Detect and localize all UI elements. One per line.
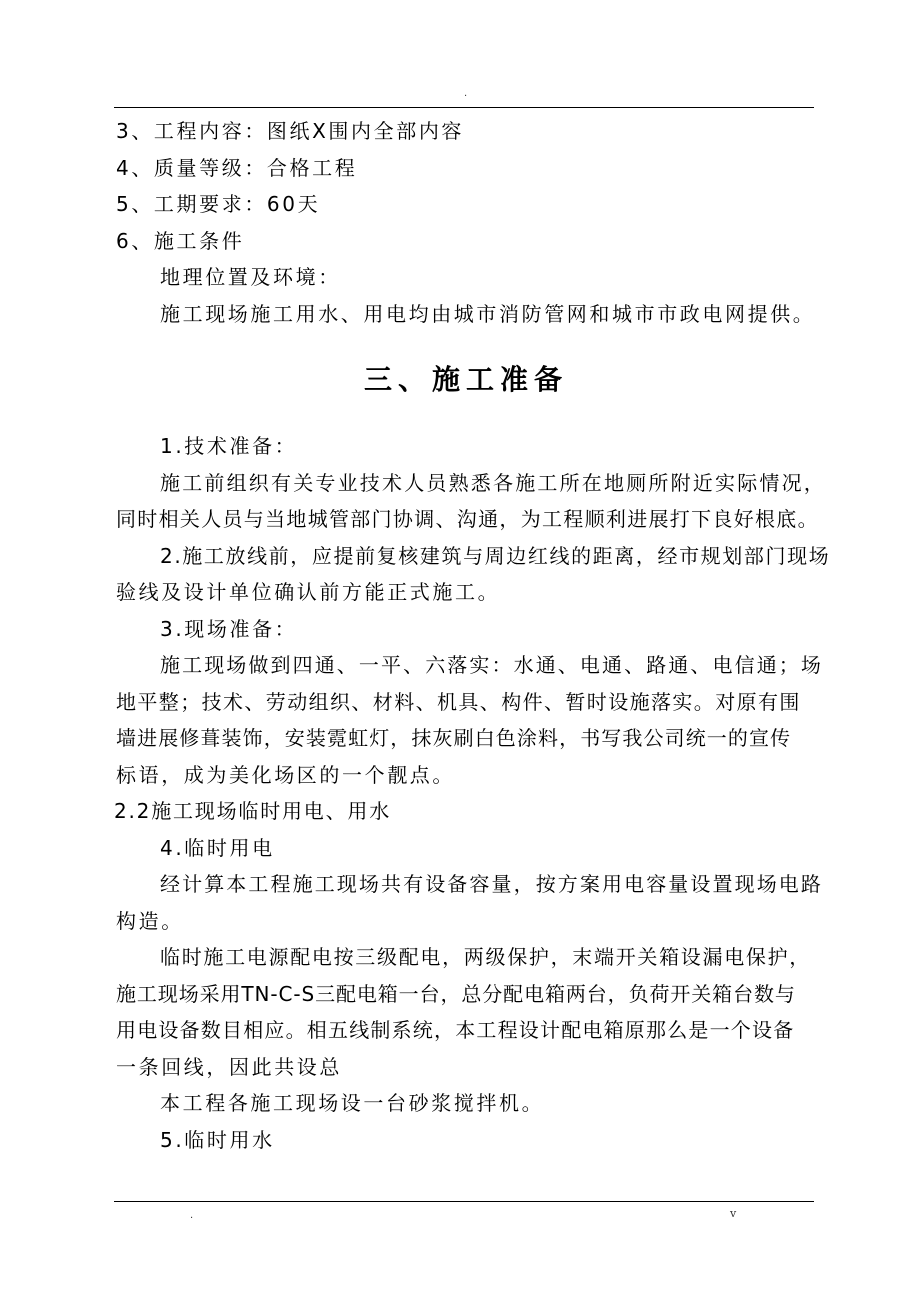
footer-rule: [114, 1201, 814, 1202]
paragraph-line: 构造。: [116, 908, 184, 933]
location-heading: 地理位置及环境：: [160, 265, 341, 289]
paragraph-line: 地平整；技术、劳动组织、材料、机具、构件、暂时设施落实。对原有围: [116, 689, 801, 714]
footer-dot: .: [190, 1210, 194, 1221]
paragraph-water-power: 施工现场施工用水、用电均由城市消防管网和城市市政电网提供。: [160, 301, 816, 326]
item-quality-level: 4、质量等级：合格工程: [116, 155, 358, 180]
paragraph-line: 验线及设计单位确认前方能正式施工。: [116, 580, 501, 604]
paragraph-line: 一条回线，因此共设总: [116, 1054, 342, 1079]
paragraph-line: 经计算本工程施工现场共有设备容量，按方案用电容量设置现场电路: [160, 872, 823, 896]
subsection-heading: 2.2施工现场临时用电、用水: [114, 799, 392, 823]
header-rule: [114, 107, 814, 108]
document-body: [114, 113, 831, 1158]
item-schedule: 5、工期要求：60天: [116, 192, 321, 216]
item-construction-conditions: 6、施工条件: [116, 228, 245, 253]
paragraph-line: 2.施工放线前，应提前复核建筑与周边红线的距离，经市规划部门现场: [160, 543, 831, 568]
paragraph-line: 施工现场采用TN-C-S三配电箱一台，总分配电箱两台，负荷开关箱台数与: [116, 981, 796, 1006]
site-prep-heading: 3.现场准备：: [160, 616, 298, 641]
paragraph-line: 墙进展修葺装饰，安装霓虹灯，抹灰刷白色涂料，书写我公司统一的宣传: [116, 726, 792, 750]
footer-page-mark: v: [730, 1207, 737, 1220]
paragraph-line: 施工前组织有关专业技术人员熟悉各施工所在地厕所附近实际情况，: [160, 470, 826, 495]
section-title: 三、施工准备: [363, 363, 568, 396]
paragraph-line: 标语，成为美化场区的一个靓点。: [116, 762, 455, 787]
paragraph-line: 临时施工电源配电按三级配电，两级保护，末端开关箱设漏电保护，: [160, 945, 811, 969]
paragraph-line: 本工程各施工现场设一台砂浆搅拌机。: [160, 1091, 545, 1115]
header-mark: .: [464, 88, 468, 99]
temporary-power-heading: 4.临时用电: [160, 835, 275, 860]
paragraph-line: 施工现场做到四通、一平、六落实：水通、电通、路通、电信通；场: [160, 653, 823, 677]
paragraph-line: 同时相关人员与当地城管部门协调、沟通，为工程顺利进展打下良好根底。: [116, 507, 819, 531]
temporary-water-heading: 5.临时用水: [160, 1127, 275, 1152]
paragraph-line: 用电设备数目相应。相五线制系统，本工程设计配电箱原那么是一个设备: [116, 1018, 795, 1042]
technical-prep-heading: 1.技术准备：: [160, 434, 298, 458]
item-project-content: 3、工程内容：图纸X围内全部内容: [116, 119, 465, 143]
